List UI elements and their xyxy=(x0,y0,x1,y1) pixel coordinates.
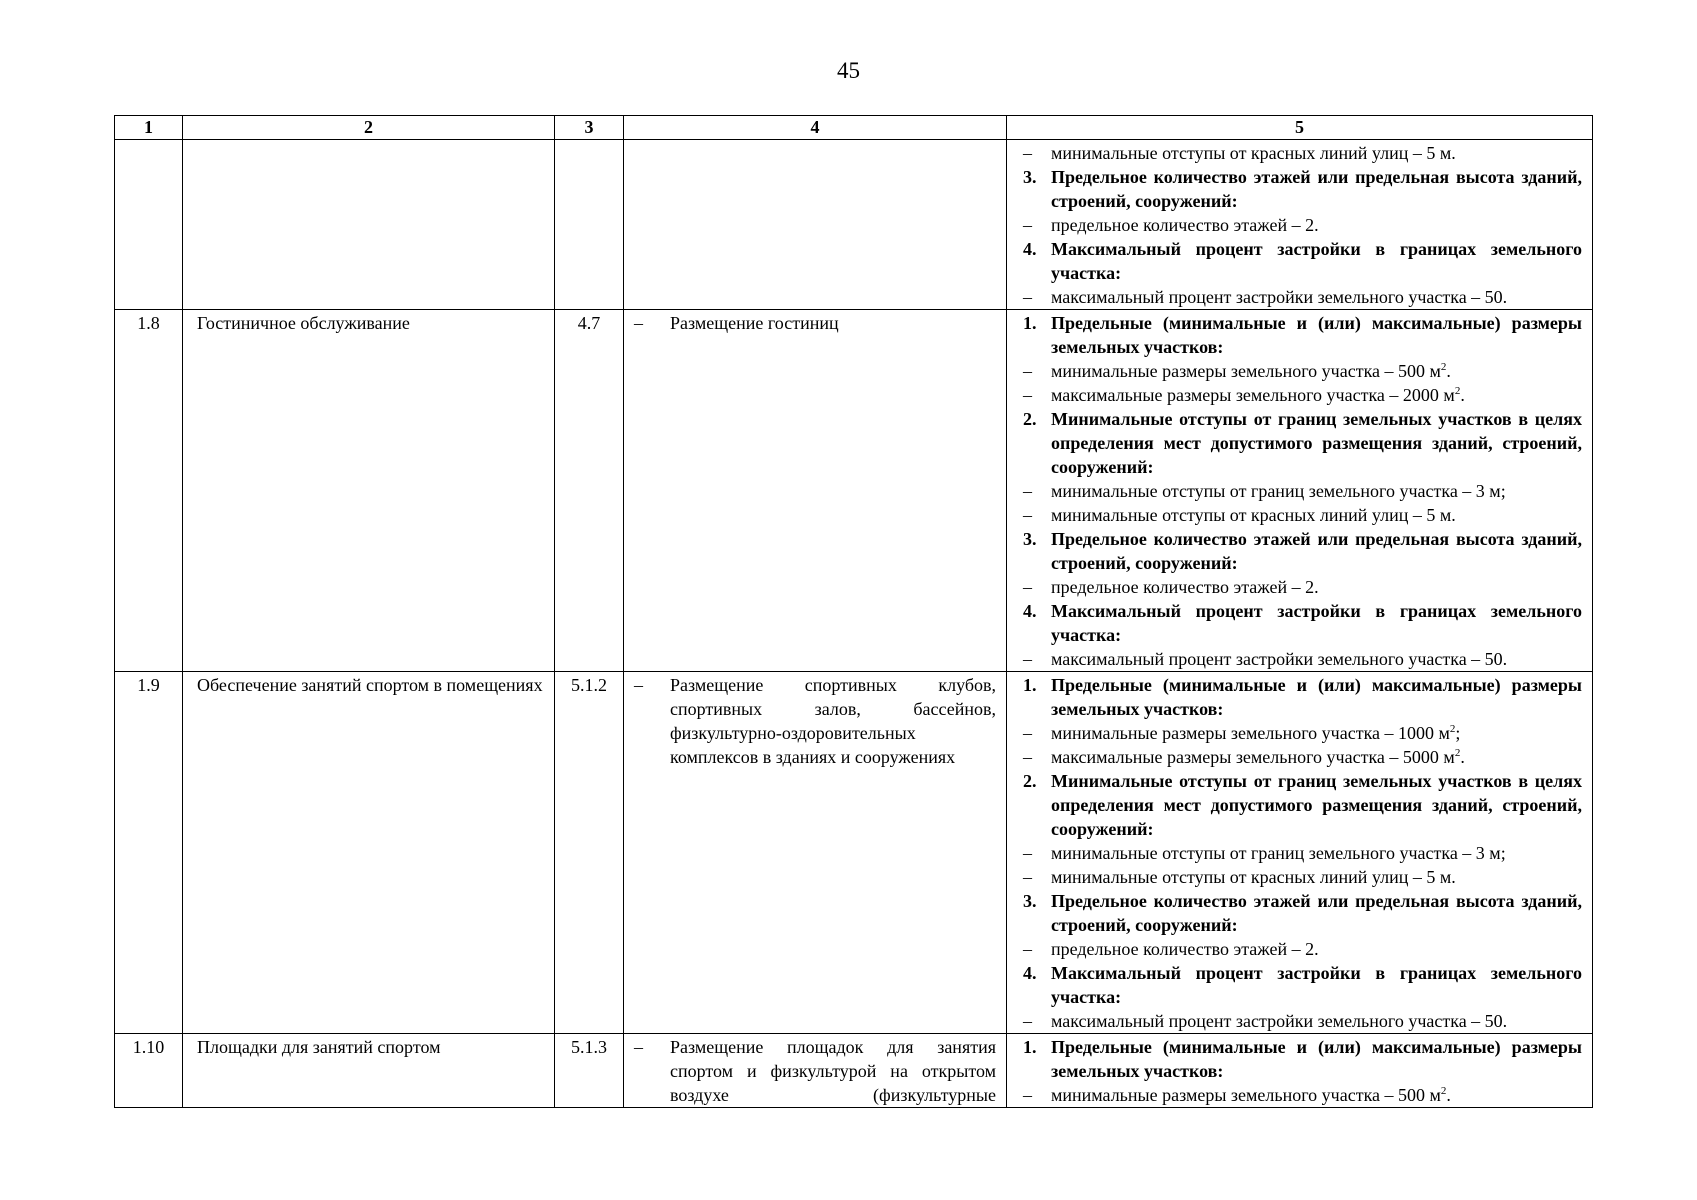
list-marker: 4. xyxy=(1023,239,1037,259)
list-marker: – xyxy=(1023,747,1032,767)
parameter-heading xyxy=(1023,889,1582,937)
parameter-heading xyxy=(1023,599,1582,647)
list-marker: 2. xyxy=(1023,771,1037,791)
list-marker: – xyxy=(1023,939,1032,959)
list-marker: – xyxy=(1023,287,1032,307)
parameter-item xyxy=(1023,841,1582,865)
parameter-item xyxy=(1023,141,1582,165)
list-marker: – xyxy=(1023,481,1032,501)
parameter-heading xyxy=(1023,407,1582,479)
list-marker: – xyxy=(1023,649,1032,669)
list-marker: 4. xyxy=(1023,601,1037,621)
parameter-text: максимальные размеры земельного участка – 5000 $м^2$. xyxy=(1051,747,1465,767)
use-type-name: Площадки для занятий спортом xyxy=(183,1034,555,1108)
parameter-text: Максимальный процент застройки в границах земельного участка: xyxy=(1051,239,1582,283)
parameter-item xyxy=(1023,383,1582,407)
superscript: 2 xyxy=(1449,723,1456,735)
dash-marker: – xyxy=(634,1037,643,1057)
classifier-code: 4.7 xyxy=(555,310,624,672)
parameter-text: предельное количество этажей – 2. xyxy=(1051,215,1319,235)
superscript: 2 xyxy=(1440,361,1447,373)
superscript: 2 xyxy=(1440,1085,1447,1097)
parameter-text: минимальные отступы от границ земельного участка – 3 м; xyxy=(1051,843,1506,863)
parameter-item xyxy=(1023,1083,1582,1107)
parameters-cell xyxy=(1007,1034,1593,1108)
parameter-text: Предельное количество этажей или предельная высота зданий, строений, сооружений: xyxy=(1051,167,1582,211)
use-type-name: Гостиничное обслуживание xyxy=(183,310,555,672)
dash-marker: – xyxy=(634,313,643,333)
parameter-text: Предельное количество этажей или предельная высота зданий, строений, сооружений: xyxy=(1051,891,1582,935)
parameter-text: минимальные отступы от красных линий улиц – 5 м. xyxy=(1051,867,1456,887)
use-description-text: Размещение спортивных клубов, спортивных залов, бассейнов, физкультурно-оздоровительных комплексов в зданиях и сооружениях xyxy=(670,675,996,767)
list-marker: 1. xyxy=(1023,313,1037,333)
parameter-text: минимальные размеры земельного участка – 500 $м^2$. xyxy=(1051,361,1451,381)
parameter-heading xyxy=(1023,673,1582,721)
parameter-text: Максимальный процент застройки в границах земельного участка: xyxy=(1051,601,1582,645)
column-header-2: 2 xyxy=(183,116,555,140)
use-description xyxy=(634,311,996,335)
parameter-item xyxy=(1023,865,1582,889)
parameter-item xyxy=(1023,937,1582,961)
use-description-cell xyxy=(624,310,1007,672)
list-marker: 3. xyxy=(1023,529,1037,549)
parameter-text: максимальный процент застройки земельного участка – 50. xyxy=(1051,287,1508,307)
row-number xyxy=(115,140,183,310)
parameter-heading xyxy=(1023,527,1582,575)
use-type-name xyxy=(183,140,555,310)
parameter-text: минимальные отступы от красных линий улиц – 5 м. xyxy=(1051,143,1456,163)
parameter-heading xyxy=(1023,961,1582,1009)
parameter-text: минимальные отступы от красных линий улиц – 5 м. xyxy=(1051,505,1456,525)
parameter-text: минимальные отступы от границ земельного участка – 3 м; xyxy=(1051,481,1506,501)
table-row xyxy=(115,310,1593,672)
regulations-table xyxy=(114,115,1593,1108)
list-marker: 4. xyxy=(1023,963,1037,983)
parameter-item xyxy=(1023,359,1582,383)
list-marker: 1. xyxy=(1023,1037,1037,1057)
superscript: 2 xyxy=(1454,385,1461,397)
list-marker: 1. xyxy=(1023,675,1037,695)
parameter-text: Минимальные отступы от границ земельных участков в целях определения мест допустимого размещения зданий, строений, сооружений: xyxy=(1051,771,1582,839)
table-row xyxy=(115,140,1593,310)
parameter-item xyxy=(1023,285,1582,309)
use-description-cell xyxy=(624,140,1007,310)
use-description xyxy=(634,673,996,769)
column-header-1: 1 xyxy=(115,116,183,140)
row-number: 1.8 xyxy=(115,310,183,672)
parameter-heading xyxy=(1023,165,1582,213)
parameter-item xyxy=(1023,213,1582,237)
table-header-row xyxy=(115,116,1593,140)
list-marker: – xyxy=(1023,577,1032,597)
parameters-cell xyxy=(1007,140,1593,310)
parameter-item xyxy=(1023,479,1582,503)
parameter-text: Предельные (минимальные и (или) максимальные) размеры земельных участков: xyxy=(1051,675,1582,719)
list-marker: – xyxy=(1023,385,1032,405)
classifier-code xyxy=(555,140,624,310)
column-header-4: 4 xyxy=(624,116,1007,140)
parameter-item xyxy=(1023,745,1582,769)
parameter-text: минимальные размеры земельного участка – 1000 $м^2$; xyxy=(1051,723,1461,743)
parameter-heading xyxy=(1023,311,1582,359)
row-number: 1.10 xyxy=(115,1034,183,1108)
list-marker: – xyxy=(1023,723,1032,743)
row-number: 1.9 xyxy=(115,672,183,1034)
dash-marker: – xyxy=(634,675,643,695)
list-marker: – xyxy=(1023,361,1032,381)
list-marker: – xyxy=(1023,1085,1032,1105)
parameter-item xyxy=(1023,575,1582,599)
parameter-heading xyxy=(1023,769,1582,841)
parameter-text: Предельные (минимальные и (или) максимальные) размеры земельных участков: xyxy=(1051,1037,1582,1081)
list-marker: – xyxy=(1023,143,1032,163)
parameter-text: Минимальные отступы от границ земельных участков в целях определения мест допустимого размещения зданий, строений, сооружений: xyxy=(1051,409,1582,477)
list-marker: 3. xyxy=(1023,891,1037,911)
parameter-text: Предельные (минимальные и (или) максимальные) размеры земельных участков: xyxy=(1051,313,1582,357)
list-marker: 3. xyxy=(1023,167,1037,187)
parameter-text: максимальные размеры земельного участка – 2000 $м^2$. xyxy=(1051,385,1465,405)
parameter-item xyxy=(1023,647,1582,671)
list-marker: 2. xyxy=(1023,409,1037,429)
parameter-text: предельное количество этажей – 2. xyxy=(1051,939,1319,959)
classifier-code: 5.1.3 xyxy=(555,1034,624,1108)
page-number: 45 xyxy=(837,58,860,83)
parameter-text: минимальные размеры земельного участка – 500 $м^2$. xyxy=(1051,1085,1451,1105)
use-description-text: Размещение площадок для занятия спортом и физкультурой на открытом воздухе (физкультурные xyxy=(670,1037,996,1105)
use-description-cell xyxy=(624,1034,1007,1108)
parameter-text: Максимальный процент застройки в границах земельного участка: xyxy=(1051,963,1582,1007)
parameter-text: предельное количество этажей – 2. xyxy=(1051,577,1319,597)
parameter-heading xyxy=(1023,237,1582,285)
use-type-name: Обеспечение занятий спортом в помещениях xyxy=(183,672,555,1034)
list-marker: – xyxy=(1023,215,1032,235)
table-row xyxy=(115,1034,1593,1108)
parameters-cell xyxy=(1007,672,1593,1034)
use-description-text: Размещение гостиниц xyxy=(670,313,839,333)
parameter-text: максимальный процент застройки земельного участка – 50. xyxy=(1051,649,1508,669)
parameters-cell xyxy=(1007,310,1593,672)
use-description-cell xyxy=(624,672,1007,1034)
list-marker: – xyxy=(1023,1011,1032,1031)
parameter-item xyxy=(1023,503,1582,527)
use-description xyxy=(634,1035,996,1107)
parameter-item xyxy=(1023,721,1582,745)
superscript: 2 xyxy=(1454,747,1461,759)
list-marker: – xyxy=(1023,843,1032,863)
column-header-3: 3 xyxy=(555,116,624,140)
column-header-5: 5 xyxy=(1007,116,1593,140)
list-marker: – xyxy=(1023,867,1032,887)
classifier-code: 5.1.2 xyxy=(555,672,624,1034)
list-marker: – xyxy=(1023,505,1032,525)
parameter-text: Предельное количество этажей или предельная высота зданий, строений, сооружений: xyxy=(1051,529,1582,573)
parameter-item xyxy=(1023,1009,1582,1033)
parameter-heading xyxy=(1023,1035,1582,1083)
table-row xyxy=(115,672,1593,1034)
parameter-text: максимальный процент застройки земельного участка – 50. xyxy=(1051,1011,1508,1031)
